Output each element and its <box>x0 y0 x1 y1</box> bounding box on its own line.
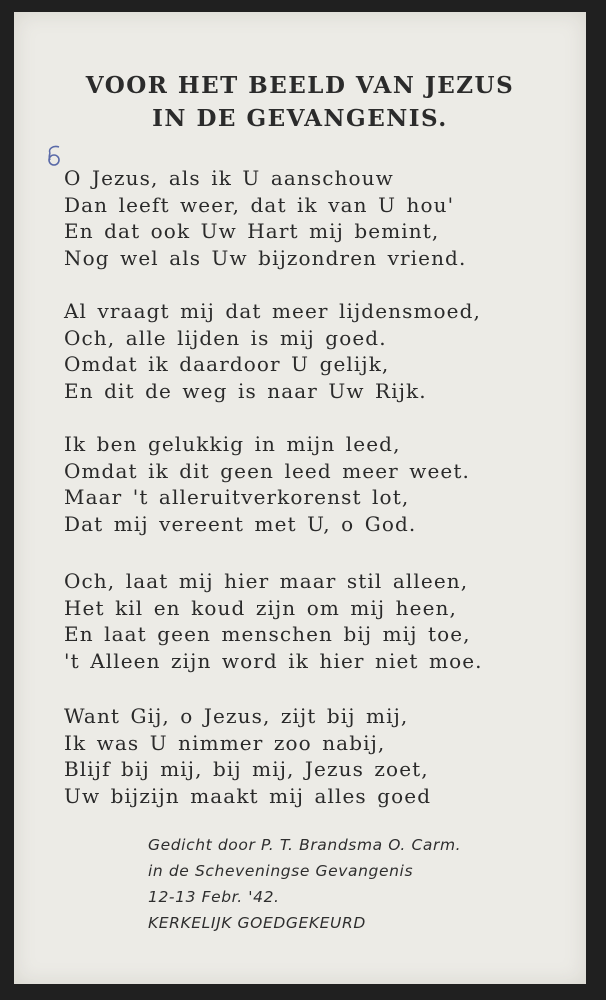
verse-line: Al vraagt mij dat meer lijdensmoed, <box>64 299 481 323</box>
verse-line: Blijf bij mij, bij mij, Jezus zoet, <box>64 757 429 781</box>
verse-line: Het kil en koud zijn om mij heen, <box>64 595 457 620</box>
credit-approval: KERKELIJK GOEDGEKEURD <box>148 914 366 932</box>
credit-date: 12-13 Febr. '42. <box>148 888 280 906</box>
verse-line: O Jezus, als ik U aanschouw <box>64 166 394 190</box>
verse-line: 't Alleen zijn word ik hier niet moe. <box>64 648 483 673</box>
verse-line: Dan leeft weer, dat ik van U hou' <box>64 192 455 217</box>
stanza-2 <box>64 298 481 404</box>
verse-line: Uw bijzijn maakt mij alles goed <box>64 783 432 808</box>
verse-line: En dit de weg is naar Uw Rijk. <box>64 378 427 403</box>
verse-line: Omdat ik dit geen leed meer weet. <box>64 458 470 483</box>
verse-line: Dat mij vereent met U, o God. <box>64 511 417 536</box>
verse-line: Och, laat mij hier maar stil alleen, <box>64 569 469 593</box>
verse-line: En dat ook Uw Hart mij bemint, <box>64 219 440 243</box>
stanza-5 <box>64 703 431 809</box>
verse-line: Want Gij, o Jezus, zijt bij mij, <box>64 704 409 728</box>
stanza-3 <box>64 431 470 537</box>
verse-line: Och, alle lijden is mij goed. <box>64 325 387 350</box>
stanza-4 <box>64 568 483 674</box>
verse-line: Maar 't alleruitverkorenst lot, <box>64 485 410 509</box>
stanza-1 <box>64 165 466 271</box>
credits-block <box>148 832 461 936</box>
credit-author: Gedicht door P. T. Brandsma O. Carm. <box>148 836 462 854</box>
title-line-1: VOOR HET BEELD VAN JEZUS <box>85 72 515 99</box>
verse-line: Ik was U nimmer zoo nabij, <box>64 730 386 755</box>
verse-line: Nog wel als Uw bijzondren vriend. <box>64 245 467 270</box>
prayer-card <box>14 12 586 984</box>
pencil-mark-icon <box>44 144 64 168</box>
verse-line: Ik ben gelukkig in mijn leed, <box>64 432 401 456</box>
verse-line: Omdat ik daardoor U gelijk, <box>64 352 390 376</box>
verse-line: En laat geen menschen bij mij toe, <box>64 622 471 646</box>
credit-place: in de Scheveningse Gevangenis <box>148 862 414 880</box>
title-line-2: IN DE GEVANGENIS. <box>152 105 448 132</box>
